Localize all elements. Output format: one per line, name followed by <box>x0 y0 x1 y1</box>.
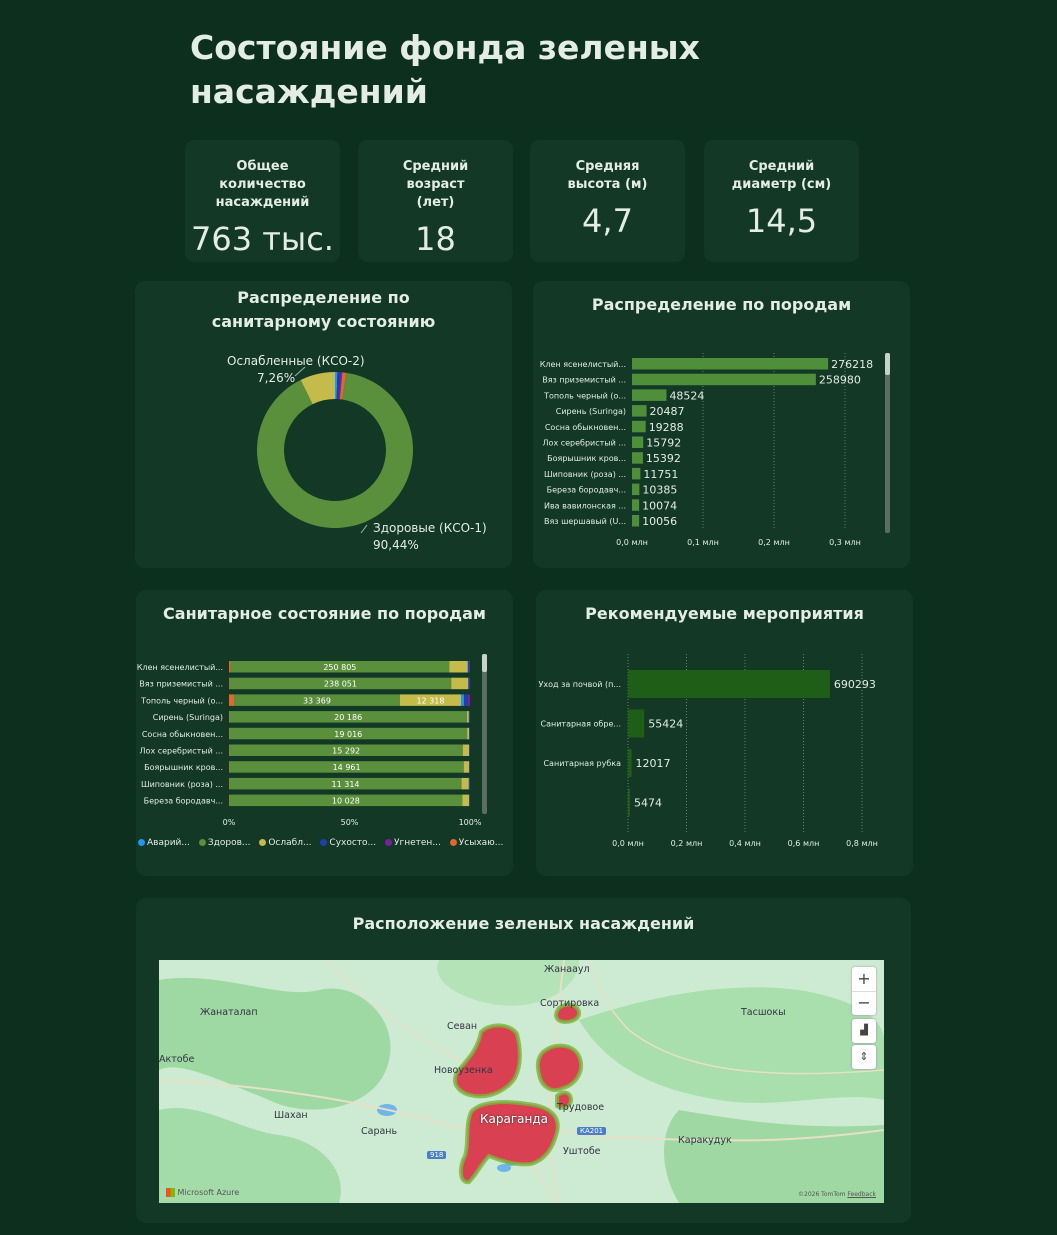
bar <box>632 437 643 449</box>
map-lake <box>497 1164 511 1172</box>
kpi-card-height <box>530 140 685 262</box>
segment-value-label: 15 292 <box>332 746 361 756</box>
y-tick-label: Тополь черный (о... <box>141 696 223 706</box>
map-copyright-text: ©2026 TomTom <box>798 1191 846 1198</box>
bar <box>628 670 830 698</box>
map-road <box>529 1160 554 1203</box>
bar <box>632 405 647 417</box>
map-label: Жанаталап <box>200 1007 258 1018</box>
y-tick-label: Ива вавилонская ... <box>543 501 626 511</box>
legend-item[interactable] <box>138 838 190 848</box>
y-tick-label: Сирень (Suringa) <box>152 713 223 723</box>
x-tick-label: 0,2 млн <box>758 538 790 547</box>
kpi-label: Средний возраст (лет) <box>402 159 469 210</box>
y-tick-label: Шиповник (роза) ... <box>544 469 626 479</box>
map-label: Севан <box>447 1021 478 1032</box>
kpi-value: 14,5 <box>745 202 818 240</box>
stack-segment <box>462 795 469 807</box>
y-tick-label: Санитарная рубка <box>543 759 621 768</box>
legend-dot <box>259 839 266 846</box>
panel-title: Распределение по породам <box>591 295 852 314</box>
bar <box>632 499 639 511</box>
stack-segment <box>451 678 468 690</box>
bar <box>632 484 639 496</box>
map-heat-blob <box>538 1046 581 1090</box>
x-tick-label: 0,1 млн <box>687 538 719 547</box>
stack-segment <box>463 745 469 757</box>
kpi-label: Общее количество насаждений <box>215 159 310 210</box>
bar-value-label: 276218 <box>831 358 874 371</box>
page-title: Состояние фонда зеленых насаждений <box>190 28 700 111</box>
map-label-city: Караганда <box>480 1112 548 1126</box>
x-tick-label: 0,0 млн <box>612 839 644 848</box>
legend-dot <box>320 839 327 846</box>
measures-bar-chart <box>536 590 913 876</box>
stack-segment <box>461 694 464 706</box>
legend-dot <box>385 839 392 846</box>
bar <box>632 515 639 527</box>
zoom-in-button[interactable]: + <box>857 969 871 988</box>
kpi-card-total <box>185 140 340 262</box>
donut-chart <box>135 281 512 568</box>
stack-segment <box>467 728 469 740</box>
x-tick-label: 0,4 млн <box>729 839 761 848</box>
map-label: Трудовое <box>557 1102 605 1113</box>
y-tick-label: Боярышник кров... <box>547 454 626 464</box>
map-road-shield: 918 <box>427 1151 446 1159</box>
stack-segment <box>468 661 469 673</box>
panel-title: Рекомендуемые мероприятия <box>585 604 864 623</box>
map-attribution <box>166 1188 239 1197</box>
x-tick-label: 0% <box>222 818 236 827</box>
compass-icon: ⇕ <box>859 1050 869 1063</box>
x-tick-label: 0,3 млн <box>829 538 861 547</box>
scrollbar-track <box>482 654 487 814</box>
bar <box>628 789 630 817</box>
legend-label: Ослабл... <box>268 838 312 848</box>
x-tick-label: 0,2 млн <box>670 839 703 848</box>
segment-value-label: 19 016 <box>334 729 363 739</box>
y-tick-label: Тополь черный (о... <box>544 391 626 401</box>
scrollbar-thumb <box>482 654 487 672</box>
map-attribution-text: Microsoft Azure <box>177 1188 240 1197</box>
segment-value-label: 33 369 <box>302 696 331 706</box>
legend-item[interactable] <box>320 838 376 848</box>
stack-segment <box>229 661 230 673</box>
legend-label: Угнетен... <box>394 838 441 848</box>
map-feedback-link[interactable]: Feedback <box>847 1191 876 1198</box>
map-forest <box>664 1110 884 1203</box>
map-forest <box>579 987 884 1103</box>
y-tick-label: Сосна обыкновен... <box>544 422 626 432</box>
bar <box>632 389 666 401</box>
legend-label: Усыхаю... <box>458 838 504 848</box>
map-zoom-controls <box>852 967 876 1015</box>
stack-segment <box>449 661 467 673</box>
legend-item[interactable] <box>259 838 311 848</box>
kpi-card-diameter <box>704 140 859 262</box>
donut-leader-line <box>295 367 305 376</box>
legend-label: Сухосто... <box>329 838 377 848</box>
y-tick-label: Уход за почвой (п... <box>538 680 621 689</box>
bar-value-label: 10056 <box>642 515 678 528</box>
map-copyright <box>798 1191 876 1198</box>
map-label: Каракудук <box>678 1135 732 1146</box>
kpi-label: Средний диаметр (см) <box>731 159 832 192</box>
stack-segment <box>467 711 469 723</box>
x-tick-label: 50% <box>340 818 359 827</box>
x-tick-label: 0,6 млн <box>787 839 820 848</box>
kpi-value: 763 тыс. <box>191 220 334 258</box>
donut-leader-line <box>361 525 367 533</box>
kpi-value: 4,7 <box>582 202 633 240</box>
scrollbar-track <box>885 353 890 533</box>
map-canvas[interactable] <box>159 960 884 1203</box>
stack-segment <box>468 661 469 673</box>
stack-segment <box>464 694 468 706</box>
stacked-legend <box>138 838 509 848</box>
segment-value-label: 250 805 <box>323 663 357 672</box>
legend-dot <box>199 839 206 846</box>
bar <box>632 358 828 370</box>
segment-value-label: 12 318 <box>416 696 445 706</box>
donut-pct-healthy: 90,44% <box>373 538 419 552</box>
scrollbar-thumb <box>885 353 890 375</box>
y-tick-label: Лох серебристый ... <box>542 438 626 448</box>
y-tick-label: Лох серебристый ... <box>139 746 223 756</box>
map-view[interactable] <box>159 960 884 1203</box>
bar-value-label: 19288 <box>648 420 684 434</box>
bar <box>628 710 644 738</box>
pitch-icon: ▟ <box>860 1025 868 1036</box>
legend-label: Здоров... <box>207 838 251 848</box>
bar-value-label: 10385 <box>642 483 678 497</box>
map-label: Сортировка <box>540 998 600 1009</box>
bar-value-label: 20487 <box>649 405 685 419</box>
stack-segment <box>229 694 234 706</box>
y-tick-label: Шиповник (роза) ... <box>141 779 223 789</box>
y-tick-label: Вяз приземистый ... <box>139 679 223 689</box>
segment-value-label: 20 186 <box>334 713 363 723</box>
compass-button[interactable] <box>852 1045 876 1069</box>
panel-title: Распределение по санитарному состоянию <box>211 288 436 331</box>
map-road-shield: КА201 <box>577 1127 606 1135</box>
x-tick-label: 100% <box>458 818 482 827</box>
breeds-bar-chart <box>533 281 910 568</box>
legend-label: Аварий... <box>147 838 190 848</box>
kpi-value: 18 <box>415 220 456 258</box>
map-heat-blob <box>455 1025 520 1096</box>
pitch-button[interactable] <box>852 1019 876 1043</box>
segment-value-label: 14 961 <box>332 763 361 773</box>
y-tick-label: Береза бородавч... <box>546 485 626 495</box>
y-tick-label: Береза бородавч... <box>143 796 223 806</box>
zoom-out-button[interactable]: − <box>852 991 876 1016</box>
map-label: Жанааул <box>544 964 590 975</box>
y-tick-label: Боярышник кров... <box>144 763 223 773</box>
bar-value-label: 15392 <box>645 452 681 466</box>
legend-dot <box>450 839 457 846</box>
segment-value-label: 11 314 <box>331 779 360 789</box>
stack-segment <box>464 761 469 773</box>
donut-label-weakened: Ослабленные (КСО-2) <box>227 354 365 368</box>
bar-value-label: 690293 <box>833 678 876 691</box>
bar <box>632 468 640 480</box>
sanitary-stacked-chart <box>136 590 513 876</box>
y-tick-label: Сосна обыкновен... <box>141 729 223 739</box>
panel-title: Расположение зеленых насаждений <box>352 914 695 933</box>
kpi-label: Средняя высота (м) <box>567 159 648 192</box>
map-label: Тасшокы <box>741 1007 786 1018</box>
bar-value-label: 48524 <box>669 389 705 403</box>
x-tick-label: 0,0 млн <box>616 538 648 547</box>
bar <box>632 374 816 386</box>
map-label: Новоузенка <box>434 1065 493 1076</box>
legend-item[interactable] <box>199 838 251 848</box>
legend-dot <box>138 839 145 846</box>
bar-value-label: 12017 <box>635 757 671 770</box>
bar-value-label: 11751 <box>643 467 679 481</box>
bar <box>632 452 643 464</box>
segment-value-label: 10 028 <box>331 796 360 806</box>
map-label: Актобе <box>159 1054 195 1065</box>
y-tick-label: Вяз приземистый ... <box>542 375 626 385</box>
y-tick-label: Сирень (Suringa) <box>555 407 626 417</box>
stack-segment <box>469 661 470 673</box>
bar-value-label: 258980 <box>818 373 861 387</box>
x-tick-label: 0,8 млн <box>846 839 878 848</box>
stack-segment <box>468 694 470 706</box>
map-label: Шахан <box>274 1110 308 1121</box>
bar-value-label: 15792 <box>646 436 682 450</box>
donut-pct-weakened: 7,26% <box>257 371 296 385</box>
map-label: Сарань <box>361 1126 398 1137</box>
panel-title: Санитарное состояние по породам <box>163 604 486 623</box>
y-tick-label: Клен ясенелистый... <box>539 360 626 369</box>
bar-value-label: 10074 <box>642 499 678 513</box>
map-label: Уштобе <box>563 1146 601 1157</box>
stack-segment <box>229 678 230 690</box>
bar-value-label: 5474 <box>634 796 662 810</box>
bar <box>632 421 646 433</box>
y-tick-label: Санитарная обре... <box>540 719 621 729</box>
bar <box>628 749 632 777</box>
kpi-card-age <box>358 140 513 262</box>
segment-value-label: 238 051 <box>323 679 358 689</box>
donut-label-healthy: Здоровые (КСО-1) <box>373 521 487 535</box>
stack-segment <box>462 778 469 790</box>
bar-value-label: 55424 <box>648 717 684 731</box>
microsoft-logo-icon <box>166 1188 175 1197</box>
y-tick-label: Вяз шершавый (U... <box>543 517 626 526</box>
legend-item[interactable] <box>450 838 504 848</box>
stack-segment <box>469 678 470 690</box>
legend-item[interactable] <box>385 838 441 848</box>
y-tick-label: Клен ясенелистый... <box>136 663 223 672</box>
